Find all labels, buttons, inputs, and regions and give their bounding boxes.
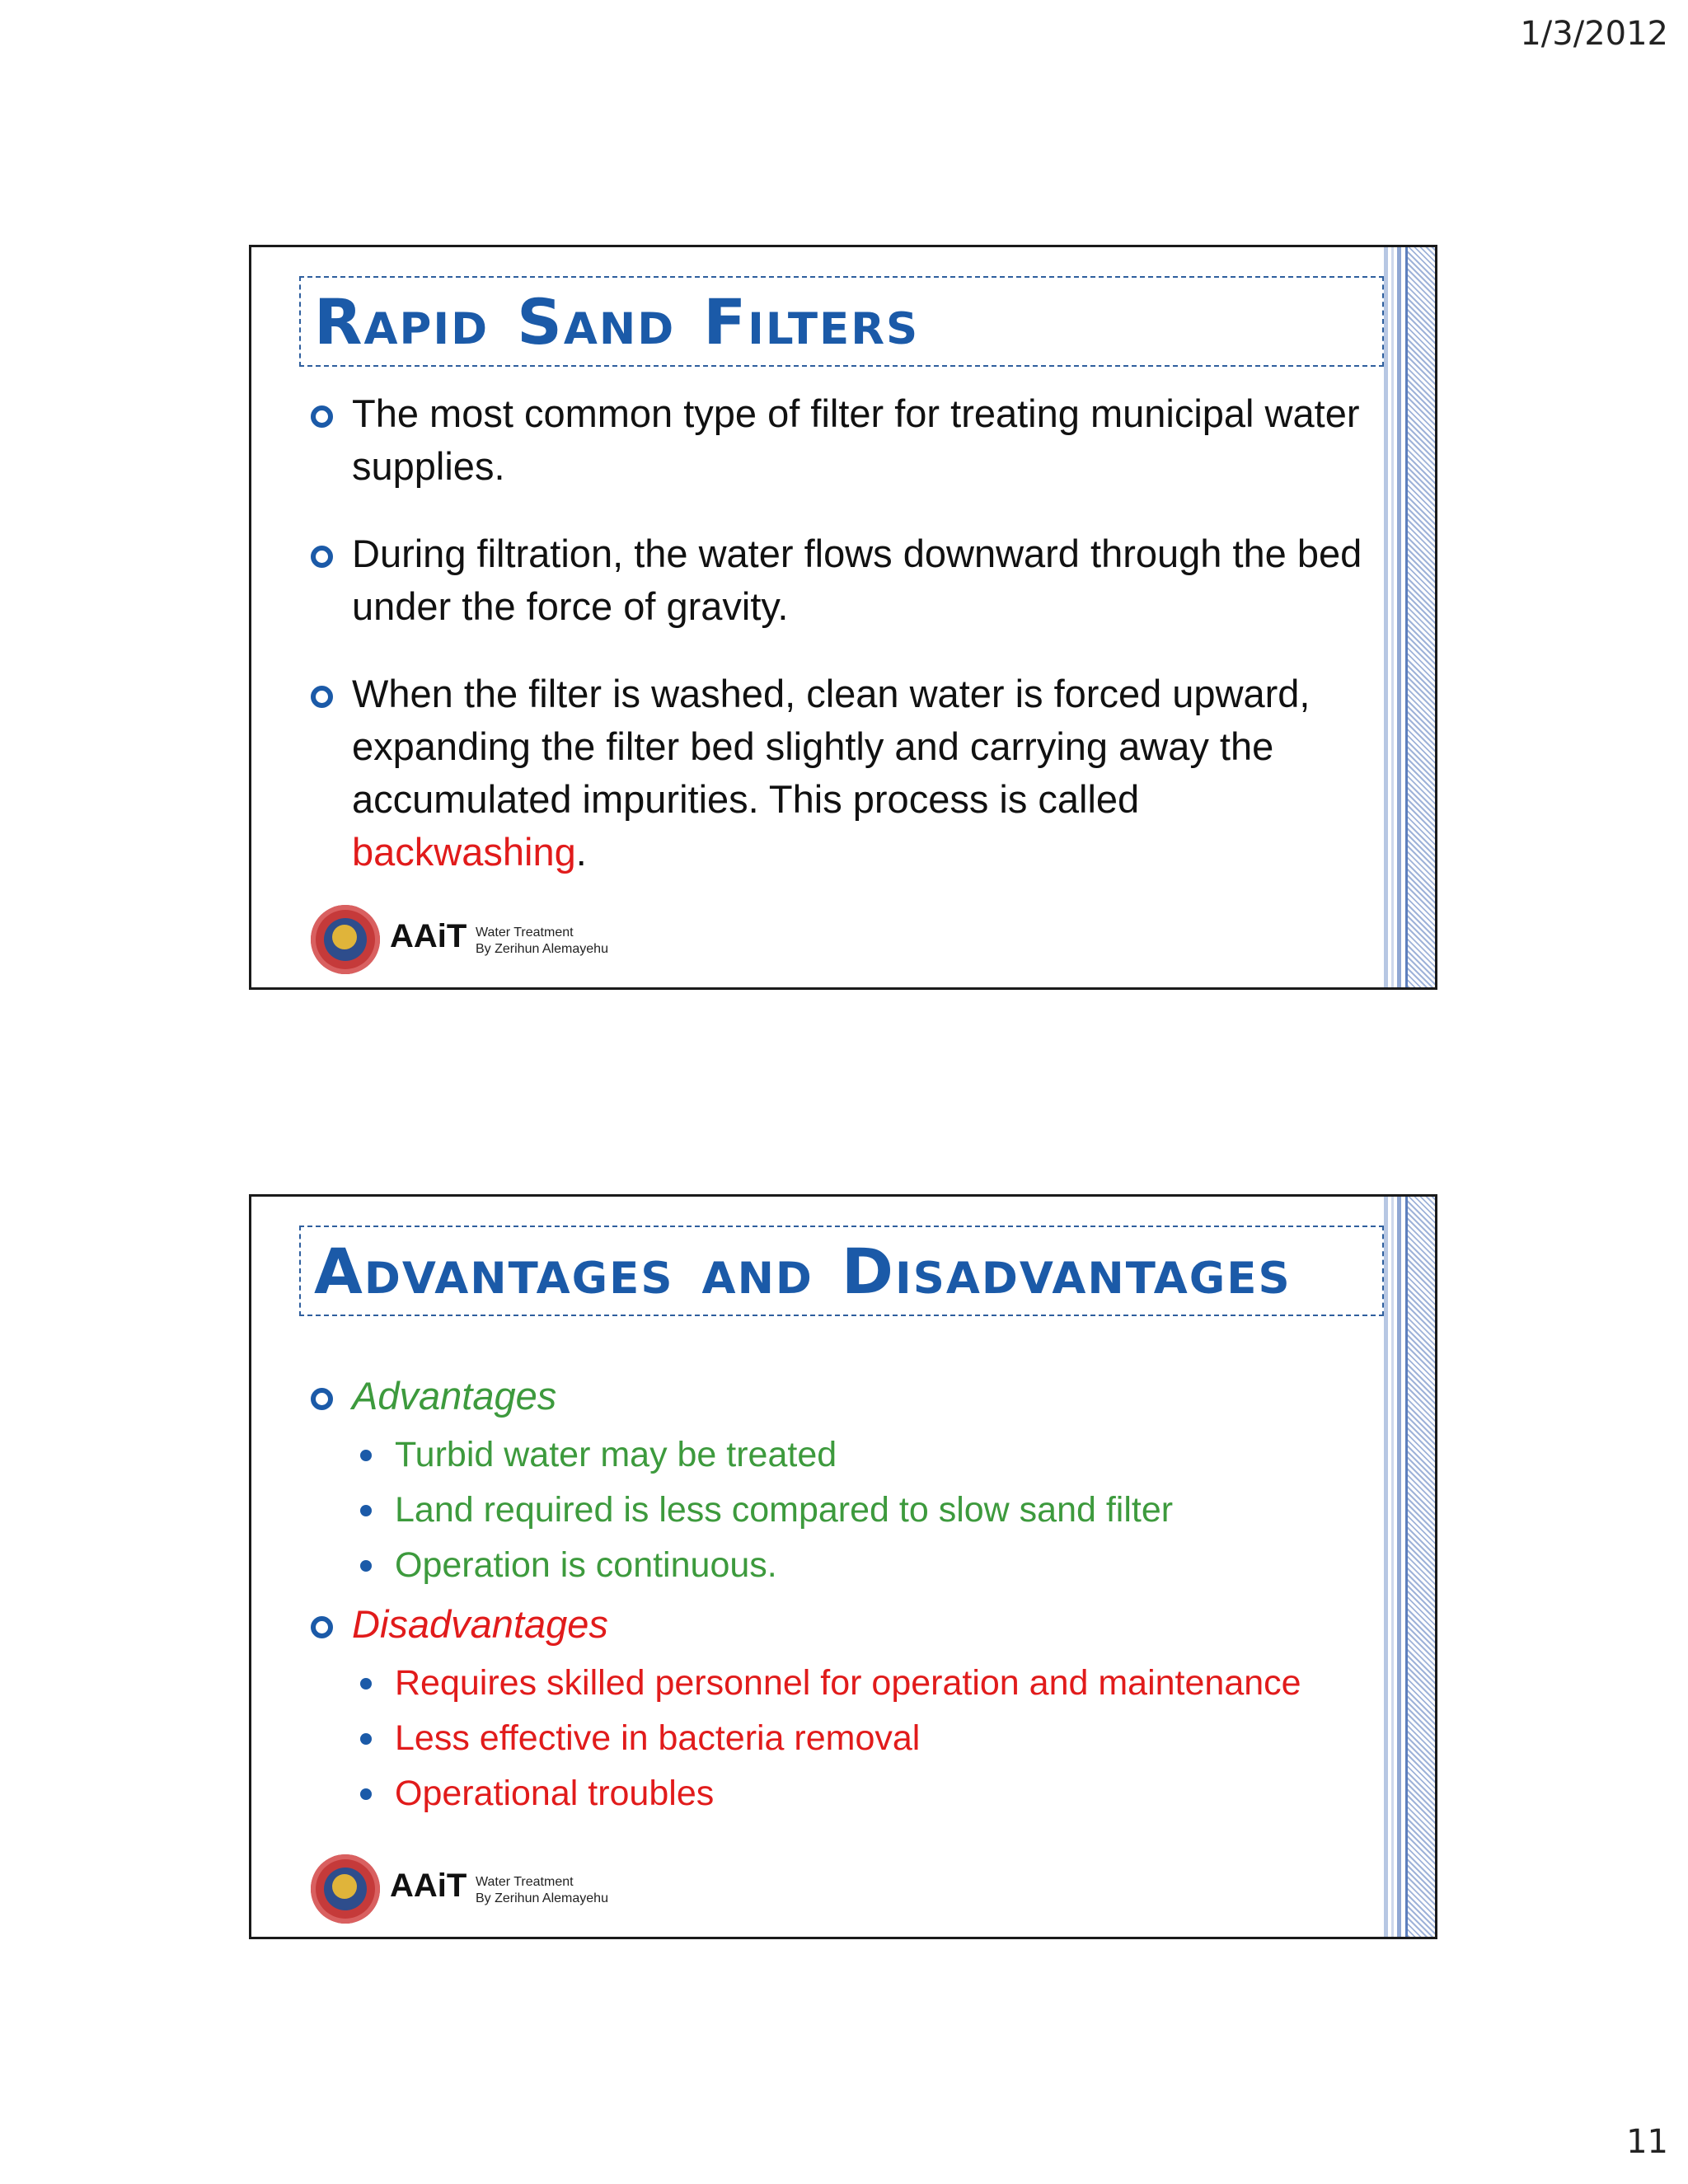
bullet-period: . bbox=[575, 830, 587, 874]
dot-bullet-icon bbox=[360, 1678, 372, 1690]
disadvantages-section bbox=[311, 1598, 1374, 1821]
decorative-border-strip bbox=[1384, 247, 1435, 987]
advantages-list bbox=[360, 1427, 1374, 1593]
list-item: Turbid water may be treated bbox=[360, 1427, 1374, 1483]
logo-text: AAiT bbox=[390, 918, 467, 954]
disadvantages-heading: Disadvantages bbox=[352, 1602, 608, 1646]
ring-bullet-icon bbox=[311, 686, 333, 708]
disadvantages-list bbox=[360, 1656, 1374, 1821]
title-word: Advantages bbox=[314, 1235, 674, 1308]
page-number: 11 bbox=[1626, 2123, 1668, 2161]
title-box bbox=[299, 1226, 1384, 1316]
ring-bullet-icon bbox=[311, 1388, 333, 1410]
list-item: Operation is continuous. bbox=[360, 1538, 1374, 1593]
slide-footer bbox=[311, 1854, 805, 1929]
dot-bullet-icon bbox=[360, 1733, 372, 1745]
dot-bullet-icon bbox=[360, 1505, 372, 1516]
dot-bullet-icon bbox=[360, 1788, 372, 1800]
ring-bullet-icon bbox=[311, 546, 333, 568]
bullet-text: During filtration, the water flows downward through the bed under the force of gravity. bbox=[352, 532, 1362, 628]
slide-advantages-disadvantages bbox=[249, 1194, 1437, 1939]
page-date: 1/3/2012 bbox=[1520, 15, 1668, 53]
title-word: Sand bbox=[517, 285, 676, 359]
decorative-border-strip bbox=[1384, 1197, 1435, 1937]
title-word: Disadvantages bbox=[841, 1235, 1292, 1308]
bullet-item bbox=[311, 527, 1374, 633]
bullet-item bbox=[311, 668, 1374, 879]
footer-meta bbox=[476, 1874, 608, 1907]
dot-bullet-icon bbox=[360, 1560, 372, 1572]
list-item: Land required is less compared to slow sand filter bbox=[360, 1483, 1374, 1538]
bullet-item bbox=[311, 387, 1374, 493]
slide-title bbox=[314, 285, 920, 359]
ring-bullet-icon bbox=[311, 405, 333, 428]
highlighted-term: backwashing bbox=[352, 830, 576, 874]
list-item: Less effective in bacteria removal bbox=[360, 1711, 1374, 1766]
university-seal-logo bbox=[311, 1854, 380, 1924]
advantages-heading: Advantages bbox=[352, 1374, 557, 1418]
bullet-text: When the filter is washed, clean water is forced upward, expanding the filter bed slightly and carrying away the accumulated impurities. This process is called bbox=[352, 672, 1311, 821]
title-word: Filters bbox=[703, 285, 920, 359]
footer-author: By Zerihun Alemayehu bbox=[476, 1891, 608, 1905]
ring-bullet-icon bbox=[311, 1616, 333, 1638]
bullet-list bbox=[311, 387, 1374, 913]
bullet-list bbox=[311, 1370, 1374, 1856]
slide-rapid-sand-filters bbox=[249, 245, 1437, 990]
title-box bbox=[299, 276, 1384, 367]
advantages-section bbox=[311, 1370, 1374, 1593]
footer-meta bbox=[476, 925, 608, 958]
list-item: Operational troubles bbox=[360, 1766, 1374, 1821]
title-word: and bbox=[701, 1235, 814, 1308]
title-word: Rapid bbox=[314, 285, 490, 359]
footer-course: Water Treatment bbox=[476, 926, 574, 940]
slide-title bbox=[314, 1237, 1292, 1306]
footer-author: By Zerihun Alemayehu bbox=[476, 942, 608, 956]
slide-footer bbox=[311, 905, 805, 979]
list-item: Requires skilled personnel for operation and maintenance bbox=[360, 1656, 1374, 1711]
footer-course: Water Treatment bbox=[476, 1875, 574, 1889]
bullet-text: The most common type of filter for treating municipal water supplies. bbox=[352, 391, 1360, 488]
university-seal-logo bbox=[311, 905, 380, 974]
logo-text: AAiT bbox=[390, 1868, 467, 1904]
dot-bullet-icon bbox=[360, 1450, 372, 1461]
